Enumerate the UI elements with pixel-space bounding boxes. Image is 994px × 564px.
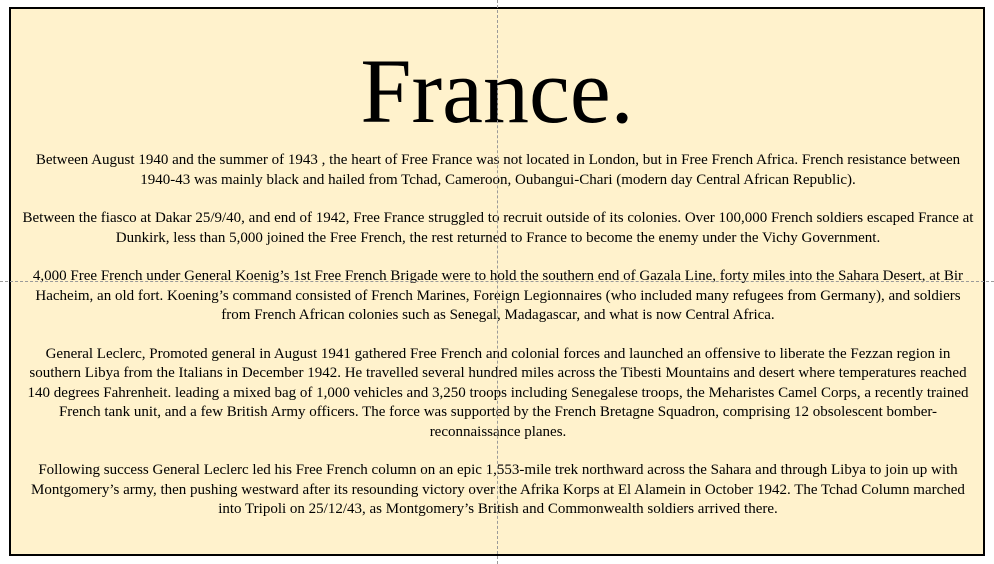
slide-title[interactable]: France. bbox=[360, 40, 634, 142]
body-paragraph-2: Between the fiasco at Dakar 25/9/40, and end of 1942, Free France struggled to recruit outside of its colonies. Over 100,000 French soldiers escaped France at Dunkirk, less than 5,000 joined the Free French, the rest returned to France to become the enemy under the Vichy Government. bbox=[22, 210, 974, 246]
slide[interactable] bbox=[9, 7, 985, 556]
body-paragraph-4: General Leclerc, Promoted general in August 1941 gathered Free French and colonial forces and launched an offensive to liberate the Fezzan region in southern Libya from the Italians in December 1942. He travelled several hundred miles across the Tibesti Mountains and desert where temperatures reached 140 degrees Fahrenheit. leading a mixed bag of 1,000 vehicles and 3,250 troops including Senegalese troops, the Meharistes Camel Corps, a recently trained French tank unit, and a few British Army officers. The force was supported by the French Bretagne Squadron, comprising 12 obsolescent bomber-reconnaissance planes. bbox=[27, 345, 969, 440]
body-paragraph-5: Following success General Leclerc led his Free French column on an epic 1,553-mile trek northward across the Sahara and through Libya to join up with Montgomery’s army, then pushing westward after its resounding victory over the Afrika Korps at El Alamein in October 1942. The Tchad Column marched into Tripoli on 25/12/43, as Montgomery’s British and Commonwealth soldiers arrived there. bbox=[31, 462, 965, 517]
body-paragraph-1: Between August 1940 and the summer of 1943 , the heart of Free France was not located in London, but in Free French Africa. French resistance between 1940-43 was mainly black and hailed from Tchad, Cameroon, Oubangui-Chari (modern day Central African Republic). bbox=[35, 152, 961, 188]
slide-body-text[interactable] bbox=[19, 151, 977, 539]
body-paragraph-3: 4,000 Free French under General Koenig’s 1st Free French Brigade were to hold the southern end of Gazala Line, forty miles into the Sahara Desert, at Bir Hacheim, an old fort. Koening’s command consisted of French Marines, Foreign Legionnaires (who included many refugees from Germany), and soldiers from French African colonies such as Senegal, Madagascar, and what is now Central Africa. bbox=[32, 268, 964, 323]
